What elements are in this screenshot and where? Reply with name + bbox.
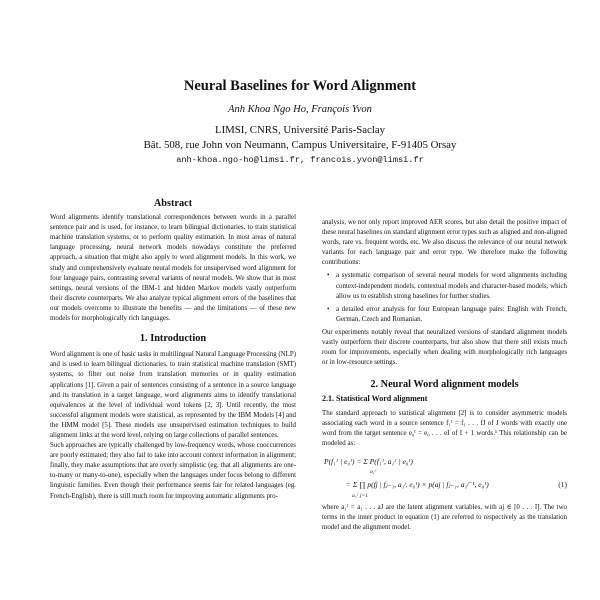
latent-variables-paragraph: where a₁ᴶ = a₁ . . . aJ are the latent alignment variables, with aj ∈ [0 . . . I]. The two terms in the inner product in equation (1) are referred to respectively as the translation model and the alignment model.	[322, 503, 567, 532]
equation-sum-subscript: a₁ᴶ	[370, 468, 377, 475]
left-column	[50, 199, 296, 502]
subsection-2-1-heading: 2.1. Statistical Word alignment	[322, 394, 428, 404]
affiliation-line-1: LIMSI, CNRS, Université Paris-Saclay	[214, 124, 386, 136]
affiliation-line-2: Bât. 508, rue John von Neumann, Campus Universitaire, F-91405 Orsay	[143, 139, 457, 151]
contributions-list	[322, 271, 567, 324]
section-2-heading: 2. Neural Word alignment models	[370, 379, 519, 391]
equation-line-1: P(f₁ᴶ | e₀ᴵ) = Σ P(f₁ᴶ, a₁ᴶ | e₀ᴵ)	[324, 456, 413, 466]
equation-number: (1)	[558, 479, 567, 489]
abstract-heading: Abstract	[153, 198, 193, 209]
introduction-paragraph-1: Word alignment is one of basic tasks in multilingual Natural Language Processing (NLP) and is used to learn bilingual dictionaries, to train statistical machine translation (SMT) systems, to filter out noise from translation memories or in quality estimation applications [1]. Given a pair of sentences consisting of a sentence in a source language and its translation in a target language, word alignments aims to identify translational equivalences at the level of individual word tokens [2, 3]. Until recently, the most successful alignment models were statistical, as represented by the IBM Models [4] and the HMM model [5]. These models use unsupervised estimation techniques to build alignment links at the word level, relying on large collections of parallel sentences.	[50, 351, 296, 439]
right-column	[322, 218, 567, 533]
findings-paragraph: Our experiments notably reveal that neuralized versions of standard alignment models vastly outperform their discrete counterparts, but also show that there still exists much room for improvements, especially when dealing with morphologically rich languages or in low-resource settings.	[322, 328, 567, 367]
introduction-paragraph-2: Such approaches are typically challenged by low-frequency words, whose cooccurrences are poorly estimated; they also fail to take into account context information in alignment; finally, they make assumptions that are overly simplistic (eg. that all alignments are one-to-many or many-to-one), especially when the languages under focus belong to different linguistic families. Even though their performance seems fair for related languages (eg. French-English), there is still much room for improving automatic alignments pro-	[50, 442, 296, 500]
author-emails: anh-khoa.ngo-ho@limsi.fr, francois.yvon@limsi.fr	[176, 155, 424, 165]
paper-title: Neural Baselines for Word Alignment	[183, 78, 417, 94]
abstract-text: Word alignments identify translational correspondences between words in a parallel sentence pair and is used, for instance, to learn bilingual dictionaries, to train statistical machine translation systems, or to perform quality estimation. In most areas of natural language processing, neural network models nowadays constitute the preferred approach, a situation that might also apply to word alignment models. In this work, we study and comprehensively evaluate neural models for unsupervised word alignment for four language pairs, contrasting several variants of neural models. We show that in most settings, neural versions of the IBM-1 and hidden Markov models vastly outperform their discrete counterparts. We also analyze typical alignment errors of the baselines that our models overcome to illustrate the benefits — and the limitations — of these new models for morphologically rich languages.	[50, 214, 296, 323]
contribution-item: • a detailed error analysis for four European language pairs: English with French, German, Czech and Romanian.	[336, 305, 567, 325]
equation-line-2: = Σ ∏ p(fj | fⱼ₋₁, a₁ʲ, e₀ᴵ) × p(aj | fⱼ₋₁, a₁ʲ⁻¹, e₀ᴵ)	[346, 479, 489, 489]
introduction-heading: 1. Introduction	[139, 333, 207, 345]
equation-block	[322, 451, 567, 503]
author-list: Anh Khoa Ngo Ho, François Yvon	[228, 104, 372, 115]
equation-subscripts: a₁ᴶ j=1	[352, 492, 368, 499]
contribution-item: • a systematic comparison of several neural models for word alignments including context-independent models, contextual models and character-based models, which allow us to establish strong baselines for further studies.	[336, 271, 567, 301]
contributions-intro: analysis, we not only report improved AER scores, but also detail the positive impact of these neural baselines on standard alignment error types such as aligned and non-aligned words, rare vs. frequent words, etc. We also discuss the relevance of our neural network variants for each language pair and error type. We therefore make the following contributions:	[322, 219, 567, 267]
statistical-alignment-paragraph: The standard approach to statistical alignment [2] is to consider asymmetric models associating each word in a source sentence f₁ᴶ = f₁ . . . fJ of J words with exactly one word from the target sentence e₀ᴵ = e₀ . . . eI of I + 1 words.¹ This relationship can be modeled as:	[322, 409, 567, 447]
